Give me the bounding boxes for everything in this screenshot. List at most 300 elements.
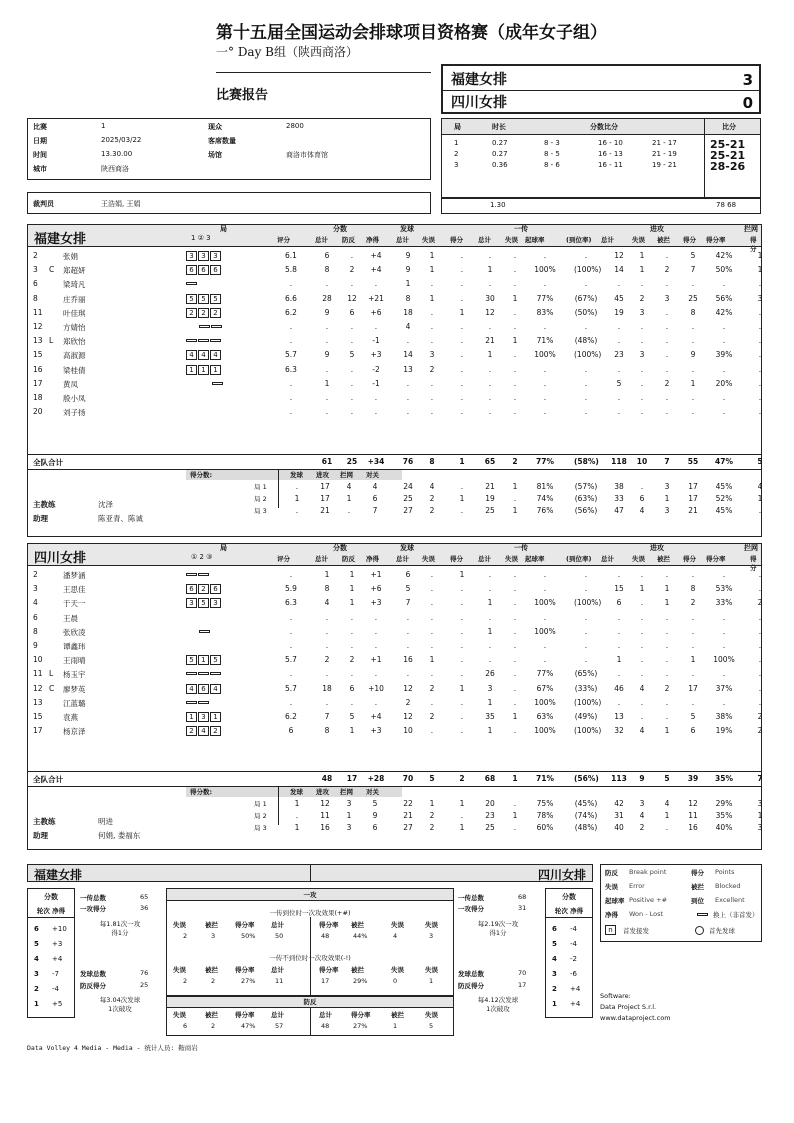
col-header-tot: 总计: [601, 236, 614, 244]
rotation-b: [545, 888, 593, 1018]
score-box: [441, 64, 761, 114]
stat-ae: 1: [639, 265, 645, 275]
zone-start: 3: [198, 251, 209, 261]
stat-rx: (65%): [574, 669, 598, 679]
stat-re: .: [513, 669, 517, 679]
stat-ab: .: [665, 350, 669, 360]
center-val: 48: [321, 932, 330, 940]
player-name: 王思佳: [63, 585, 86, 595]
stat-rt: .: [488, 407, 492, 417]
col-header-err: 失误: [632, 236, 645, 244]
stat-vt: 13: [403, 364, 413, 374]
set-rx: (45%): [574, 799, 598, 808]
set-ab: 3: [664, 482, 670, 491]
stat-ve: .: [430, 570, 434, 579]
stat-sw: +10: [368, 683, 384, 693]
set-pts-d: 7: [372, 506, 378, 515]
zone-start: 6: [210, 265, 221, 275]
player-number: 11: [33, 307, 43, 317]
stat-rp: .: [543, 612, 547, 622]
total-apc: 35%: [715, 774, 733, 783]
player-number: 2: [33, 251, 38, 260]
set-pts-c: 3: [346, 799, 352, 808]
rotation-number: 3: [34, 970, 39, 978]
stat-apc: 39%: [715, 350, 733, 360]
rotation-number: 4: [34, 955, 39, 963]
stat-at: .: [617, 669, 621, 679]
stat-v: 6.3: [285, 364, 297, 374]
stat-vt: 18: [403, 307, 413, 317]
stat-re: .: [513, 393, 517, 402]
total-sb: 25: [346, 457, 358, 466]
stat-vt: 12: [403, 683, 413, 693]
software-name: Data Project S.r.l.: [600, 1003, 657, 1011]
hdr-recv: 一传: [514, 544, 528, 552]
stat-rx: .: [584, 322, 588, 331]
stat-rt: .: [488, 584, 492, 594]
set-rt: 19: [485, 494, 495, 503]
player-number: 13: [33, 697, 43, 707]
stat-at: 1: [616, 655, 622, 665]
stat-sb: .: [350, 251, 354, 260]
stat-sw: .: [374, 322, 378, 331]
stat-ab: .: [665, 641, 669, 650]
stat-rp: 100%: [534, 350, 556, 360]
stat-v: .: [289, 378, 293, 388]
set-ve: 1: [429, 799, 435, 808]
page-subtitle: 一° Day B组（陕西商洛）: [216, 45, 359, 59]
set-ve: 2: [429, 494, 435, 503]
hdr-set-nums: 1 ② 3: [191, 234, 211, 242]
stat-rp: 100%: [534, 697, 556, 707]
team-total-label: 全队合计: [33, 775, 63, 784]
player-number: 8: [33, 626, 38, 636]
first-serve-icon: n: [605, 925, 616, 935]
stat-apc: 42%: [715, 307, 733, 317]
stat-st: .: [325, 364, 329, 374]
stat-apc: .: [722, 626, 726, 636]
stat-ae: .: [640, 378, 644, 388]
zone-start: 4: [198, 350, 209, 360]
stat-bk: .: [758, 322, 762, 331]
col-header-pt: 得分: [683, 555, 696, 563]
hdr-serve: 发球: [400, 544, 414, 552]
sets-hdr-duration: 时长: [492, 123, 506, 131]
info-box: [27, 118, 431, 180]
set-row-duration: 0.27: [492, 150, 508, 158]
stat-bk: 2: [757, 598, 763, 608]
zone-start: 5: [210, 294, 221, 304]
stat-sb: 2: [349, 655, 355, 665]
set-row-partial2: 16 - 11: [598, 161, 623, 169]
stat-sw: +3: [370, 350, 382, 360]
legend-val-4: Points: [715, 868, 735, 876]
stat-vp: .: [460, 279, 464, 289]
points-hdr: 得分数:: [190, 471, 213, 479]
player-zones: [186, 365, 222, 375]
rotation-a: [27, 888, 75, 1018]
points-col-1: 进攻: [316, 788, 329, 796]
stat-vp: .: [460, 378, 464, 388]
coach-label: 主教练: [33, 817, 56, 826]
player-zones: [186, 655, 222, 665]
col-header-pts: 评分: [277, 236, 290, 244]
stat-rt: 1: [487, 598, 493, 608]
stat-rx: .: [584, 378, 588, 388]
stat-st: 6: [324, 251, 330, 260]
col-header-pt: 得分: [450, 555, 463, 563]
zone-sub-marker: [211, 325, 222, 328]
stat-rx: (100%): [574, 726, 602, 736]
player-zones: [186, 379, 224, 388]
total-re: 2: [512, 457, 518, 466]
referee-box: [27, 192, 431, 214]
stat-vt: .: [406, 626, 410, 636]
stat-sw: .: [374, 407, 378, 417]
stat-st: .: [325, 669, 329, 679]
col-header-tot: 总计: [478, 555, 491, 563]
label-seats: 客席数量: [208, 137, 236, 145]
counter-title: 防反: [303, 998, 317, 1006]
stat-st: 4: [324, 598, 330, 608]
set-pts-b: 16: [320, 823, 330, 832]
stat-ap: 2: [690, 598, 696, 608]
stat-sw: .: [374, 279, 378, 289]
stat-rp: 100%: [534, 598, 556, 608]
col-header-tot: 总计: [315, 555, 328, 563]
col-header-blk: 被拦: [657, 555, 670, 563]
total-rp: 77%: [536, 457, 554, 466]
stat-sw: .: [374, 612, 378, 622]
set-apc: 45%: [715, 506, 733, 515]
zone-start: 4: [210, 350, 221, 360]
player-name: 谭鑫玮: [63, 642, 86, 651]
stat-rx: (100%): [574, 697, 602, 707]
center-col-3: 总计: [271, 921, 284, 929]
stat-vt: .: [406, 669, 410, 679]
stat-re: 1: [512, 336, 518, 346]
stat-v: 5.7: [285, 683, 297, 693]
stat-rx: .: [584, 612, 588, 622]
col-header-blk: 被拦: [657, 236, 670, 244]
rot-b-hdr: 轮次 净得: [554, 907, 584, 915]
col-header-err: 失误: [505, 555, 518, 563]
player-name: 梁桂倩: [63, 365, 86, 375]
zone-sub-marker: [198, 701, 209, 704]
stat-ve: 1: [429, 251, 435, 260]
stat-at: .: [617, 570, 621, 579]
player-name: 杨京泽: [63, 727, 86, 737]
points-divider: [278, 470, 279, 508]
stat-re: .: [513, 378, 517, 388]
set-ve: 2: [429, 823, 435, 832]
col-header-pt: 得分: [750, 236, 757, 253]
set-ab: 4: [664, 799, 670, 808]
stat-vp: .: [460, 655, 464, 665]
hdr-recv: 一传: [514, 225, 528, 233]
stat-ab: .: [665, 364, 669, 374]
legend-val-0: Break point: [629, 868, 667, 876]
stat-ae: .: [640, 322, 644, 331]
sb-note: 每2.19次一攻 得1分: [477, 920, 519, 937]
stat-ap: 5: [690, 251, 696, 260]
player-zones: [186, 712, 222, 722]
zone-start: 3: [186, 598, 197, 608]
stat-apc: .: [722, 336, 726, 346]
stat-vt: .: [406, 378, 410, 388]
stat-sb: .: [350, 322, 354, 331]
stat-v: 6.2: [285, 307, 297, 317]
legend-sub: 换上（非首发）: [713, 911, 759, 919]
legend-key-4: 得分: [691, 869, 704, 877]
stat-rp: 63%: [536, 712, 554, 721]
stat-apc: .: [722, 279, 726, 289]
center-val: 3: [211, 932, 216, 940]
counter-val: 1: [393, 1022, 398, 1030]
stat-ve: .: [430, 393, 434, 402]
stat-st: .: [325, 626, 329, 636]
col-header-pt: 得分: [450, 236, 463, 244]
player-name: 高淑源: [63, 351, 86, 361]
stat-ab: .: [665, 307, 669, 317]
rotation-net: -2: [570, 955, 577, 963]
stat-ap: .: [691, 626, 695, 636]
player-number: 6: [33, 279, 38, 289]
set-row-number: 3: [454, 161, 459, 169]
set-at: 42: [614, 799, 624, 808]
player-row: [28, 322, 761, 335]
center-col-0: 失误: [173, 921, 186, 929]
set-apc: 45%: [715, 482, 733, 491]
total-vp: 2: [459, 774, 465, 783]
col-header-exc: (到位率): [566, 236, 592, 244]
stat-v: 6.3: [285, 598, 297, 608]
label-date: 日期: [33, 137, 47, 145]
legend-first-ball: 首先发球: [709, 927, 735, 935]
sa-l2: 一攻得分: [80, 905, 106, 913]
set-row-partial3: 19 - 21: [652, 161, 677, 169]
sa-v4: 25: [140, 981, 149, 989]
player-number: 3: [33, 584, 38, 594]
stat-rt: 26: [485, 669, 495, 679]
total-points: 78 68: [716, 201, 737, 209]
player-row: [28, 712, 761, 725]
rotation-net: -4: [52, 985, 59, 993]
set-vp: .: [460, 482, 464, 491]
zone-start: 3: [198, 712, 209, 722]
player-number: 9: [33, 641, 38, 650]
player-row: [28, 570, 761, 583]
stat-ab: .: [665, 655, 669, 665]
stat-sw: -1: [372, 336, 380, 346]
player-zones: [186, 584, 222, 594]
counter-col-6: 被拦: [391, 1011, 404, 1019]
stat-ve: .: [430, 598, 434, 608]
zone-start: 5: [198, 294, 209, 304]
zone-start: 4: [186, 350, 197, 360]
set-re: .: [513, 494, 517, 503]
rotation-number: 4: [552, 955, 557, 963]
counter-col-5: 得分率: [351, 1011, 371, 1019]
stat-sw: +4: [370, 712, 382, 721]
col-header-bp: 防反: [342, 236, 355, 244]
stat-apc: .: [722, 393, 726, 402]
stat-at: 12: [614, 251, 624, 260]
stat-at: 46: [614, 683, 624, 693]
set-pts-a: 1: [294, 799, 300, 808]
stat-ab: .: [665, 669, 669, 679]
rotation-number: 6: [34, 925, 39, 933]
stat-v: 5.7: [285, 655, 297, 665]
report-label: 比赛报告: [216, 88, 269, 103]
stat-ab: .: [665, 612, 669, 622]
sets-total-box: [441, 198, 761, 214]
stat-at: .: [617, 697, 621, 707]
player-name: 杨玉宇: [63, 670, 86, 680]
stat-apc: 19%: [715, 726, 733, 736]
center-title: 一攻: [303, 891, 317, 899]
stat-rt: 30: [485, 293, 495, 303]
header-rule: [28, 565, 761, 566]
player-row: [28, 669, 761, 682]
rotation-number: 1: [34, 1000, 39, 1008]
player-row: [28, 279, 761, 292]
stat-sb: .: [350, 279, 354, 289]
stat-sw: +6: [370, 584, 382, 594]
footer-credit: Data Volley 4 Media - Media - 统计人员: 鞍商岩: [27, 1044, 198, 1052]
stat-sb: .: [350, 336, 354, 346]
stat-bk: 2: [757, 726, 763, 736]
set-row-partial1: 8 - 3: [544, 139, 560, 147]
counter-col-1: 被拦: [205, 1011, 218, 1019]
player-zones: [186, 726, 222, 736]
zone-sub-marker: [198, 573, 209, 576]
player-row: [28, 365, 761, 378]
stat-rt: 35: [485, 712, 495, 721]
stat-rx: (100%): [574, 265, 602, 275]
stat-at: .: [617, 279, 621, 289]
stat-bk: .: [758, 683, 762, 693]
stat-rt: .: [488, 251, 492, 260]
stat-st: 8: [324, 726, 330, 736]
stat-vp: .: [460, 712, 464, 721]
rotation-net: +3: [52, 940, 63, 948]
stat-re: .: [513, 265, 517, 275]
stat-re: .: [513, 279, 517, 289]
center-bad: 一传不到位时一次攻效果(-!): [269, 954, 351, 962]
stat-bk: 1: [757, 251, 763, 260]
stat-ab: .: [665, 322, 669, 331]
stat-rx: .: [584, 584, 588, 594]
match-number: 1: [101, 122, 106, 130]
total-ab: 5: [664, 774, 670, 783]
stat-sb: 5: [349, 712, 355, 721]
stat-vp: 1: [459, 683, 465, 693]
player-name: 郑超妍: [63, 266, 86, 276]
stat-ve: .: [430, 697, 434, 707]
stat-re: .: [513, 584, 517, 594]
label-spectators: 现众: [208, 123, 222, 131]
set-at: 31: [614, 811, 624, 820]
stat-re: .: [513, 726, 517, 736]
set-ap: 17: [688, 482, 698, 491]
player-zones: [186, 350, 222, 360]
rotation-number: 5: [552, 940, 557, 948]
player-zones: [186, 393, 225, 402]
set-pts-b: 12: [320, 799, 330, 808]
center-col-6: 失误: [391, 966, 404, 974]
player-name: 廖梦英: [63, 684, 86, 694]
stat-re: .: [513, 322, 517, 331]
set-ae: .: [640, 482, 644, 491]
total-sb: 17: [346, 774, 358, 783]
stat-rp: .: [543, 655, 547, 665]
stat-st: .: [325, 407, 329, 417]
rotation-number: 2: [552, 985, 557, 993]
hdr-set-nums: ① 2 ③: [191, 553, 213, 561]
set-row-partial3: 21 - 17: [652, 139, 677, 147]
total-duration: 1.30: [490, 201, 506, 209]
stat-ve: 1: [429, 655, 435, 665]
total-sw: +34: [367, 457, 385, 466]
stat-ve: .: [430, 626, 434, 636]
stat-rt: .: [488, 322, 492, 331]
set-pts-b: 11: [320, 811, 330, 820]
sb-l2: 一攻得分: [458, 905, 484, 913]
rotation-number: 1: [552, 1000, 557, 1008]
total-vt: 70: [402, 774, 414, 783]
rotation-net: +5: [52, 1000, 63, 1008]
stat-apc: .: [722, 570, 726, 579]
player-zones: [186, 613, 225, 622]
stat-ae: 1: [639, 251, 645, 260]
total-rule: [28, 454, 761, 455]
stat-st: 9: [324, 350, 330, 360]
stat-sw: .: [374, 697, 378, 707]
stat-ap: 7: [690, 265, 696, 275]
stat-vt: 9: [405, 265, 411, 275]
total-re: 1: [512, 774, 518, 783]
zone-sub-marker: [186, 282, 197, 285]
set-row-partial1: 8 - 5: [544, 150, 560, 158]
col-header-wl: 净得: [366, 236, 379, 244]
player-name: 叶佳琪: [63, 308, 86, 318]
zone-start: 2: [198, 584, 209, 594]
player-name: 方婧怡: [63, 323, 86, 332]
player-name: 张欣凌: [63, 627, 86, 637]
stat-at: 6: [616, 598, 622, 608]
stat-vt: 6: [405, 570, 411, 579]
stat-ab: .: [665, 251, 669, 260]
set-at: 38: [614, 482, 624, 491]
stat-apc: .: [722, 697, 726, 707]
stat-ab: .: [665, 570, 669, 579]
stat-vp: .: [460, 364, 464, 374]
set-vp: 1: [459, 823, 465, 832]
stat-vp: 1: [459, 570, 465, 579]
rotation-number: 5: [34, 940, 39, 948]
set-ve: 4: [429, 482, 435, 491]
set-label: 局 2: [254, 495, 267, 503]
stat-vp: .: [460, 726, 464, 736]
points-divider: [278, 787, 279, 825]
team-a-stats: [27, 224, 762, 537]
stat-re: .: [513, 612, 517, 622]
center-val: 2: [183, 932, 188, 940]
stat-rx: .: [584, 251, 588, 260]
stat-re: .: [513, 626, 517, 636]
set-vt: 25: [403, 494, 413, 503]
